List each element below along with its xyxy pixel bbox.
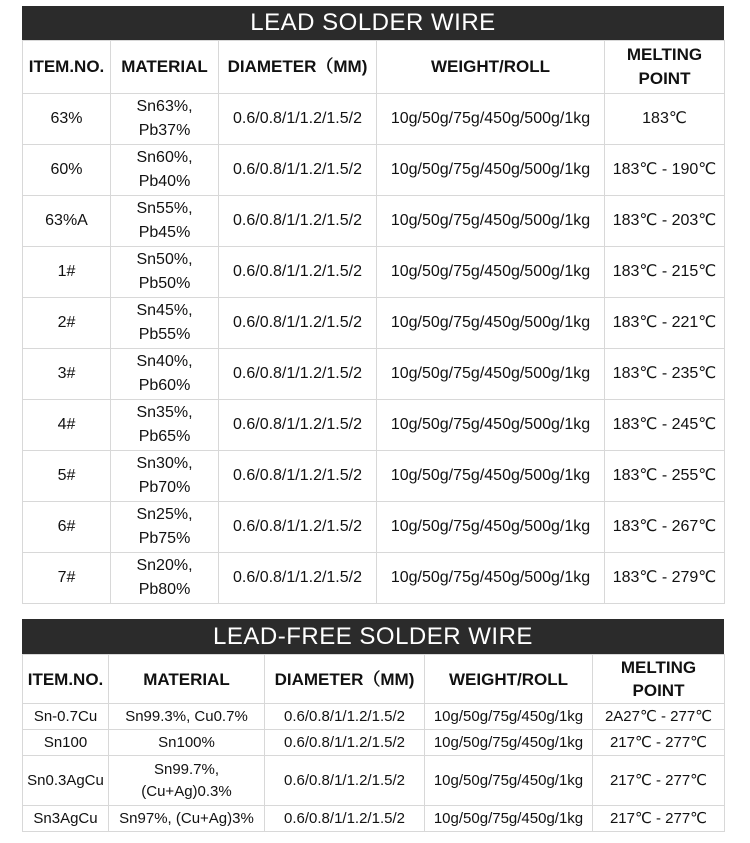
cell-item-no: 7# — [23, 553, 111, 604]
cell-diameter: 0.6/0.8/1/1.2/1.5/2 — [219, 502, 377, 553]
material-line: Pb70% — [138, 479, 191, 496]
cell-item-no: 63%A — [23, 196, 111, 247]
cell-melting-point: 183℃ - 203℃ — [605, 196, 725, 247]
table-row — [23, 806, 725, 832]
header-material: MATERIAL — [109, 655, 265, 704]
cell-material — [111, 502, 219, 553]
material-line: Pb60% — [138, 377, 191, 394]
cell-weight-roll: 10g/50g/75g/450g/500g/1kg — [377, 349, 605, 400]
cell-item-no: 60% — [23, 145, 111, 196]
table-row — [23, 730, 725, 756]
cell-melting-point: 183℃ - 245℃ — [605, 400, 725, 451]
cell-item-no: 3# — [23, 349, 111, 400]
lead-solder-wire-section — [22, 6, 724, 604]
cell-diameter: 0.6/0.8/1/1.2/1.5/2 — [265, 730, 425, 756]
material-line: Sn60%, — [136, 149, 193, 166]
cell-material — [109, 704, 265, 730]
table-header-row — [23, 655, 725, 704]
cell-weight-roll: 10g/50g/75g/450g/500g/1kg — [377, 298, 605, 349]
cell-diameter: 0.6/0.8/1/1.2/1.5/2 — [219, 400, 377, 451]
cell-weight-roll: 10g/50g/75g/450g/500g/1kg — [377, 94, 605, 145]
material-line: Pb65% — [138, 428, 191, 445]
cell-melting-point: 183℃ - 215℃ — [605, 247, 725, 298]
material-line: Sn97%, (Cu+Ag)3% — [119, 809, 254, 827]
material-line: Sn55%, — [136, 200, 193, 217]
cell-weight-roll: 10g/50g/75g/450g/1kg — [425, 806, 593, 832]
cell-item-no: Sn0.3AgCu — [23, 756, 109, 806]
cell-diameter: 0.6/0.8/1/1.2/1.5/2 — [219, 298, 377, 349]
cell-melting-point: 183℃ - 221℃ — [605, 298, 725, 349]
cell-weight-roll: 10g/50g/75g/450g/500g/1kg — [377, 553, 605, 604]
table-row — [23, 247, 725, 298]
cell-weight-roll: 10g/50g/75g/450g/500g/1kg — [377, 247, 605, 298]
cell-item-no: 6# — [23, 502, 111, 553]
cell-item-no: 2# — [23, 298, 111, 349]
header-weight-roll: WEIGHT/ROLL — [425, 655, 593, 704]
material-line: Sn25%, — [136, 506, 193, 523]
header-diameter: DIAMETER（MM) — [219, 41, 377, 94]
cell-diameter: 0.6/0.8/1/1.2/1.5/2 — [265, 704, 425, 730]
material-line: Pb37% — [138, 122, 191, 139]
cell-material — [111, 400, 219, 451]
cell-diameter: 0.6/0.8/1/1.2/1.5/2 — [219, 553, 377, 604]
cell-melting-point: 217℃ - 277℃ — [593, 730, 725, 756]
material-line: Pb45% — [138, 224, 191, 241]
cell-weight-roll: 10g/50g/75g/450g/1kg — [425, 756, 593, 806]
cell-material — [109, 806, 265, 832]
lead-free-table-body — [23, 704, 725, 832]
cell-weight-roll: 10g/50g/75g/450g/500g/1kg — [377, 400, 605, 451]
cell-item-no: 63% — [23, 94, 111, 145]
cell-weight-roll: 10g/50g/75g/450g/500g/1kg — [377, 502, 605, 553]
table-header-row — [23, 41, 725, 94]
cell-material — [111, 247, 219, 298]
table-row — [23, 553, 725, 604]
cell-weight-roll: 10g/50g/75g/450g/500g/1kg — [377, 451, 605, 502]
table-row — [23, 94, 725, 145]
material-line: Pb75% — [138, 530, 191, 547]
table-row — [23, 400, 725, 451]
cell-melting-point: 217℃ - 277℃ — [593, 756, 725, 806]
cell-material — [111, 298, 219, 349]
cell-melting-point: 183℃ - 279℃ — [605, 553, 725, 604]
header-item-no: ITEM.NO. — [23, 41, 111, 94]
cell-item-no: 1# — [23, 247, 111, 298]
cell-material — [109, 730, 265, 756]
material-line: Sn99.3%, Cu0.7% — [125, 707, 248, 725]
table-row — [23, 756, 725, 806]
material-line: Sn45%, — [136, 302, 193, 319]
lead-free-solder-wire-section — [22, 619, 724, 832]
table-row — [23, 704, 725, 730]
cell-melting-point: 183℃ - 235℃ — [605, 349, 725, 400]
cell-weight-roll: 10g/50g/75g/450g/500g/1kg — [377, 145, 605, 196]
table-row — [23, 196, 725, 247]
cell-item-no: 5# — [23, 451, 111, 502]
lead-solder-wire-table — [22, 40, 725, 604]
lead-free-solder-wire-table — [22, 654, 725, 832]
material-line: Pb55% — [138, 326, 191, 343]
cell-material — [111, 196, 219, 247]
cell-diameter: 0.6/0.8/1/1.2/1.5/2 — [219, 94, 377, 145]
cell-material — [111, 145, 219, 196]
material-line: Sn99.7%, — [153, 760, 220, 778]
lead-table-body — [23, 94, 725, 604]
cell-material — [111, 553, 219, 604]
material-line: Sn63%, — [136, 98, 193, 115]
header-melting-point: MELTING POINT — [593, 655, 725, 704]
material-line: (Cu+Ag)0.3% — [141, 782, 232, 800]
cell-melting-point: 183℃ - 255℃ — [605, 451, 725, 502]
cell-material — [111, 451, 219, 502]
table-row — [23, 145, 725, 196]
table-row — [23, 349, 725, 400]
cell-material — [111, 94, 219, 145]
table-row — [23, 451, 725, 502]
material-line: Sn40%, — [136, 353, 193, 370]
cell-diameter: 0.6/0.8/1/1.2/1.5/2 — [219, 451, 377, 502]
cell-material — [111, 349, 219, 400]
cell-melting-point: 183℃ — [605, 94, 725, 145]
material-line: Sn100% — [158, 733, 215, 751]
cell-melting-point: 183℃ - 190℃ — [605, 145, 725, 196]
lead-free-solder-wire-title: LEAD-FREE SOLDER WIRE — [22, 619, 724, 654]
cell-diameter: 0.6/0.8/1/1.2/1.5/2 — [219, 349, 377, 400]
material-line: Sn20%, — [136, 557, 193, 574]
cell-item-no: 4# — [23, 400, 111, 451]
header-material: MATERIAL — [111, 41, 219, 94]
material-line: Sn50%, — [136, 251, 193, 268]
cell-diameter: 0.6/0.8/1/1.2/1.5/2 — [219, 196, 377, 247]
table-row — [23, 502, 725, 553]
header-item-no: ITEM.NO. — [23, 655, 109, 704]
material-line: Sn35%, — [136, 404, 193, 421]
material-line: Pb40% — [138, 173, 191, 190]
cell-item-no: Sn-0.7Cu — [23, 704, 109, 730]
header-weight-roll: WEIGHT/ROLL — [377, 41, 605, 94]
cell-weight-roll: 10g/50g/75g/450g/1kg — [425, 704, 593, 730]
cell-item-no: Sn3AgCu — [23, 806, 109, 832]
table-row — [23, 298, 725, 349]
cell-diameter: 0.6/0.8/1/1.2/1.5/2 — [219, 247, 377, 298]
material-line: Sn30%, — [136, 455, 193, 472]
cell-weight-roll: 10g/50g/75g/450g/1kg — [425, 730, 593, 756]
material-line: Pb50% — [138, 275, 191, 292]
material-line: Pb80% — [138, 581, 191, 598]
lead-solder-wire-title: LEAD SOLDER WIRE — [22, 6, 724, 40]
cell-item-no: Sn100 — [23, 730, 109, 756]
header-melting-point: MELTING POINT — [605, 41, 725, 94]
cell-melting-point: 2A27℃ - 277℃ — [593, 704, 725, 730]
cell-diameter: 0.6/0.8/1/1.2/1.5/2 — [265, 806, 425, 832]
cell-diameter: 0.6/0.8/1/1.2/1.5/2 — [265, 756, 425, 806]
cell-melting-point: 217℃ - 277℃ — [593, 806, 725, 832]
cell-diameter: 0.6/0.8/1/1.2/1.5/2 — [219, 145, 377, 196]
cell-melting-point: 183℃ - 267℃ — [605, 502, 725, 553]
header-diameter: DIAMETER（MM) — [265, 655, 425, 704]
cell-material — [109, 756, 265, 806]
cell-weight-roll: 10g/50g/75g/450g/500g/1kg — [377, 196, 605, 247]
